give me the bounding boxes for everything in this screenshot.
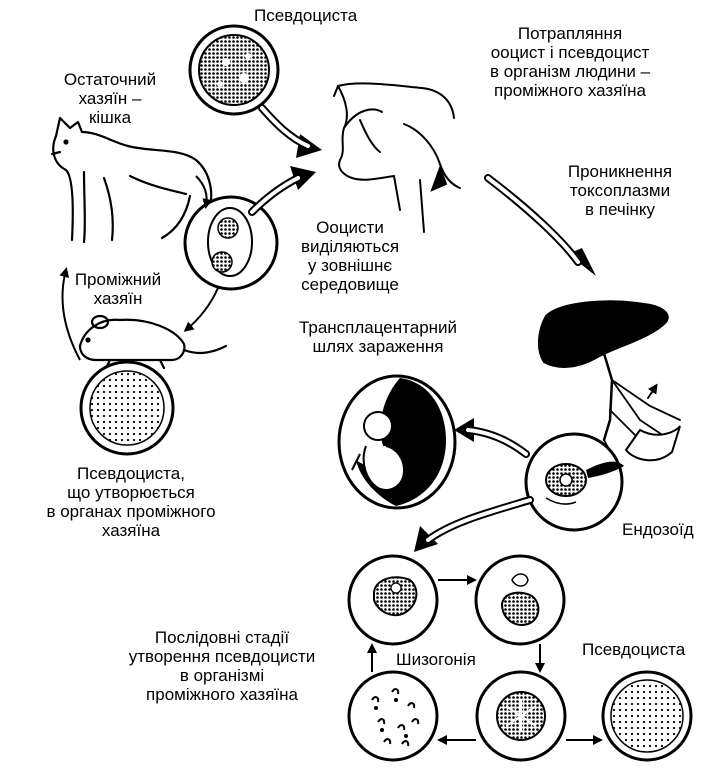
label-intermediate-host: Проміжний хазяїн: [74, 270, 162, 308]
mouse-icon: [80, 316, 226, 368]
oocyst-icon: [185, 197, 277, 289]
label-schizogony: Шизогонія: [396, 650, 476, 669]
schizogony-stage-3-icon: [349, 672, 437, 760]
label-pseudocyst-bottom: Псевдоциста: [582, 640, 686, 659]
fetus-icon: [339, 376, 455, 508]
endozoite-cell-icon: [526, 434, 624, 530]
label-liver-penetration: Проникнення токсоплазми в печінку: [567, 162, 673, 219]
label-successive-stages: Послідовні стадії утворення псевдоцисти в організмі проміжного хазяїна: [128, 628, 316, 704]
arrow-oocyst-to-mouse: [186, 288, 218, 330]
schizogony-stage-1-icon: [349, 556, 437, 644]
pseudocyst-bottom-icon: [603, 672, 691, 760]
pseudocyst-mouse-icon: [81, 362, 173, 454]
schizogony-stage-4-icon: [477, 672, 565, 760]
arrow-endozoite-to-fetus: [468, 430, 526, 454]
label-endozoite: Ендозоїд: [622, 520, 694, 539]
pseudocyst-top-icon: [190, 26, 278, 114]
human-head-icon: [334, 83, 460, 232]
label-pseudocyst-organs: Псевдоциста, що утворюється в органах проміжного хазяїна: [46, 464, 216, 540]
label-final-host: Остаточний хазяїн – кішка: [63, 70, 157, 127]
label-ingestion: Потрапляння ооцист і псевдоцист в організм людини – проміжного хазяїна: [489, 24, 651, 100]
label-transplacental: Трансплацентарний шлях зараження: [298, 318, 458, 356]
arrow-cat-to-oocyst: [196, 176, 207, 206]
label-pseudocyst-top: Псевдоциста: [254, 6, 358, 25]
label-oocysts-released: Ооцисти виділяються у зовнішнє середовище: [300, 218, 400, 294]
schizogony-stage-2-icon: [476, 556, 564, 644]
